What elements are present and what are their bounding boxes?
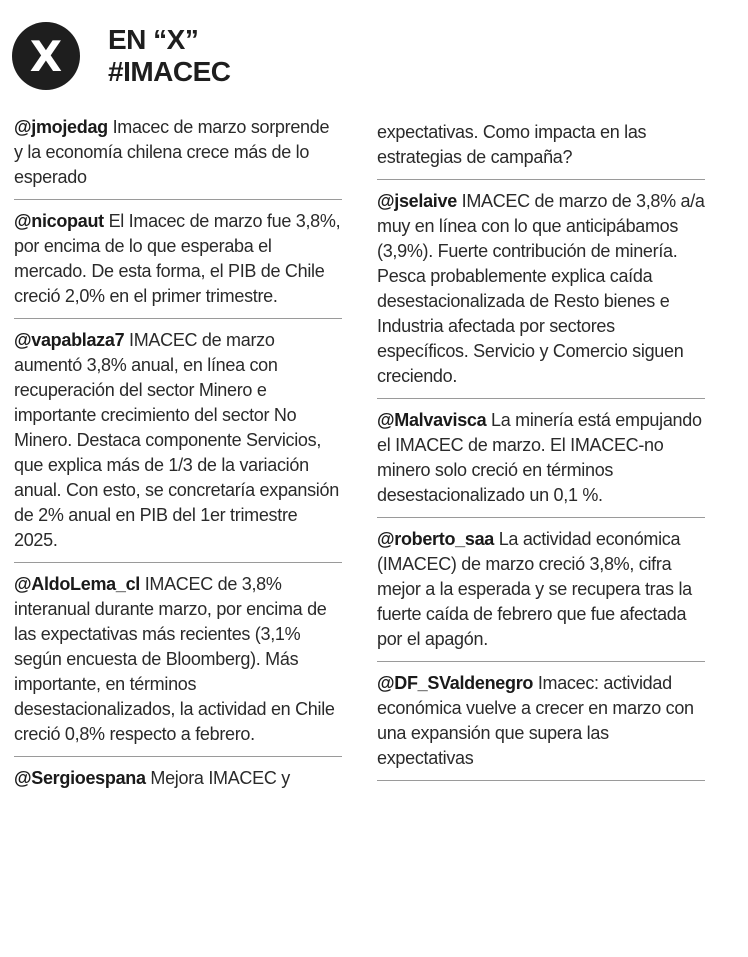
post-text: IMACEC de 3,8% interanual durante marzo, por encima de las expectativas más recientes (3,1% según encuesta de Bloomberg). Más importante, en términos desestacionalizados, la actividad en Chile creció 0,8% respecto a febrero.: [14, 574, 335, 744]
post-malvavisca: [377, 408, 705, 518]
post-jselaive: [377, 189, 705, 399]
post-nicopaut: [14, 209, 342, 319]
post-text: IMACEC de marzo aumentó 3,8% anual, en línea con recuperación del sector Minero e importante crecimiento del sector No Minero. Destaca componente Servicios, que explica más de 1/3 de la variación anual. Con esto, se concretaría expansión de 2% anual en PIB del 1er trimestre 2025.: [14, 330, 339, 550]
post-handle[interactable]: @jselaive: [377, 191, 457, 211]
post-continuation: expectativas. Como impacta en las estrategias de campaña?: [377, 120, 705, 180]
post-handle[interactable]: @jmojedag: [14, 117, 108, 137]
post-vapablaza7: [14, 328, 342, 563]
post-df-svaldenegro: [377, 671, 705, 781]
post-text: Imacec: actividad económica vuelve a crecer en marzo con una expansión que supera las expectativas: [377, 673, 694, 768]
post-handle[interactable]: @AldoLema_cl: [14, 574, 140, 594]
post-text: El Imacec de marzo fue 3,8%, por encima de lo que esperaba el mercado. De esta forma, el PIB de Chile creció 2,0% en el primer trimestre.: [14, 211, 341, 306]
section-title: [108, 24, 231, 88]
post-handle[interactable]: @vapablaza7: [14, 330, 125, 350]
post-handle[interactable]: @roberto_saa: [377, 529, 494, 549]
title-line-1: EN “X”: [108, 24, 199, 55]
post-handle[interactable]: @DF_SValdenegro: [377, 673, 534, 693]
post-handle[interactable]: @Malvavisca: [377, 410, 487, 430]
post-text: Mejora IMACEC y: [150, 768, 290, 788]
post-handle[interactable]: @Sergioespana: [14, 768, 146, 788]
post-text: IMACEC de marzo de 3,8% a/a muy en línea con lo que anticipábamos (3,9%). Fuerte contribución de minería. Pesca probablemente explica caída desestacionalizada de Resto bienes e Industria afectada por sectores específicos. Servicio y Comercio siguen creciendo.: [377, 191, 705, 386]
post-roberto-saa: [377, 527, 705, 662]
post-handle[interactable]: @nicopaut: [14, 211, 104, 231]
right-column: [377, 120, 705, 790]
post-text: La actividad económica (IMACEC) de marzo creció 3,8%, cifra mejor a la esperada y se recupera tras la fuerte caída de febrero que fue afectada por el apagón.: [377, 529, 692, 649]
post-text: Imacec de marzo sorprende y la economía chilena crece más de lo esperado: [14, 117, 330, 187]
left-column: [14, 115, 342, 809]
post-aldolema: [14, 572, 342, 757]
post-sergioespana: [14, 766, 342, 800]
post-text: La minería está empujando el IMACEC de marzo. El IMACEC-no minero solo creció en términos desestacionalizado un 0,1 %.: [377, 410, 702, 505]
title-line-2: #IMACEC: [108, 56, 231, 87]
post-jmojedag: [14, 115, 342, 200]
x-logo-icon: X: [12, 22, 80, 90]
